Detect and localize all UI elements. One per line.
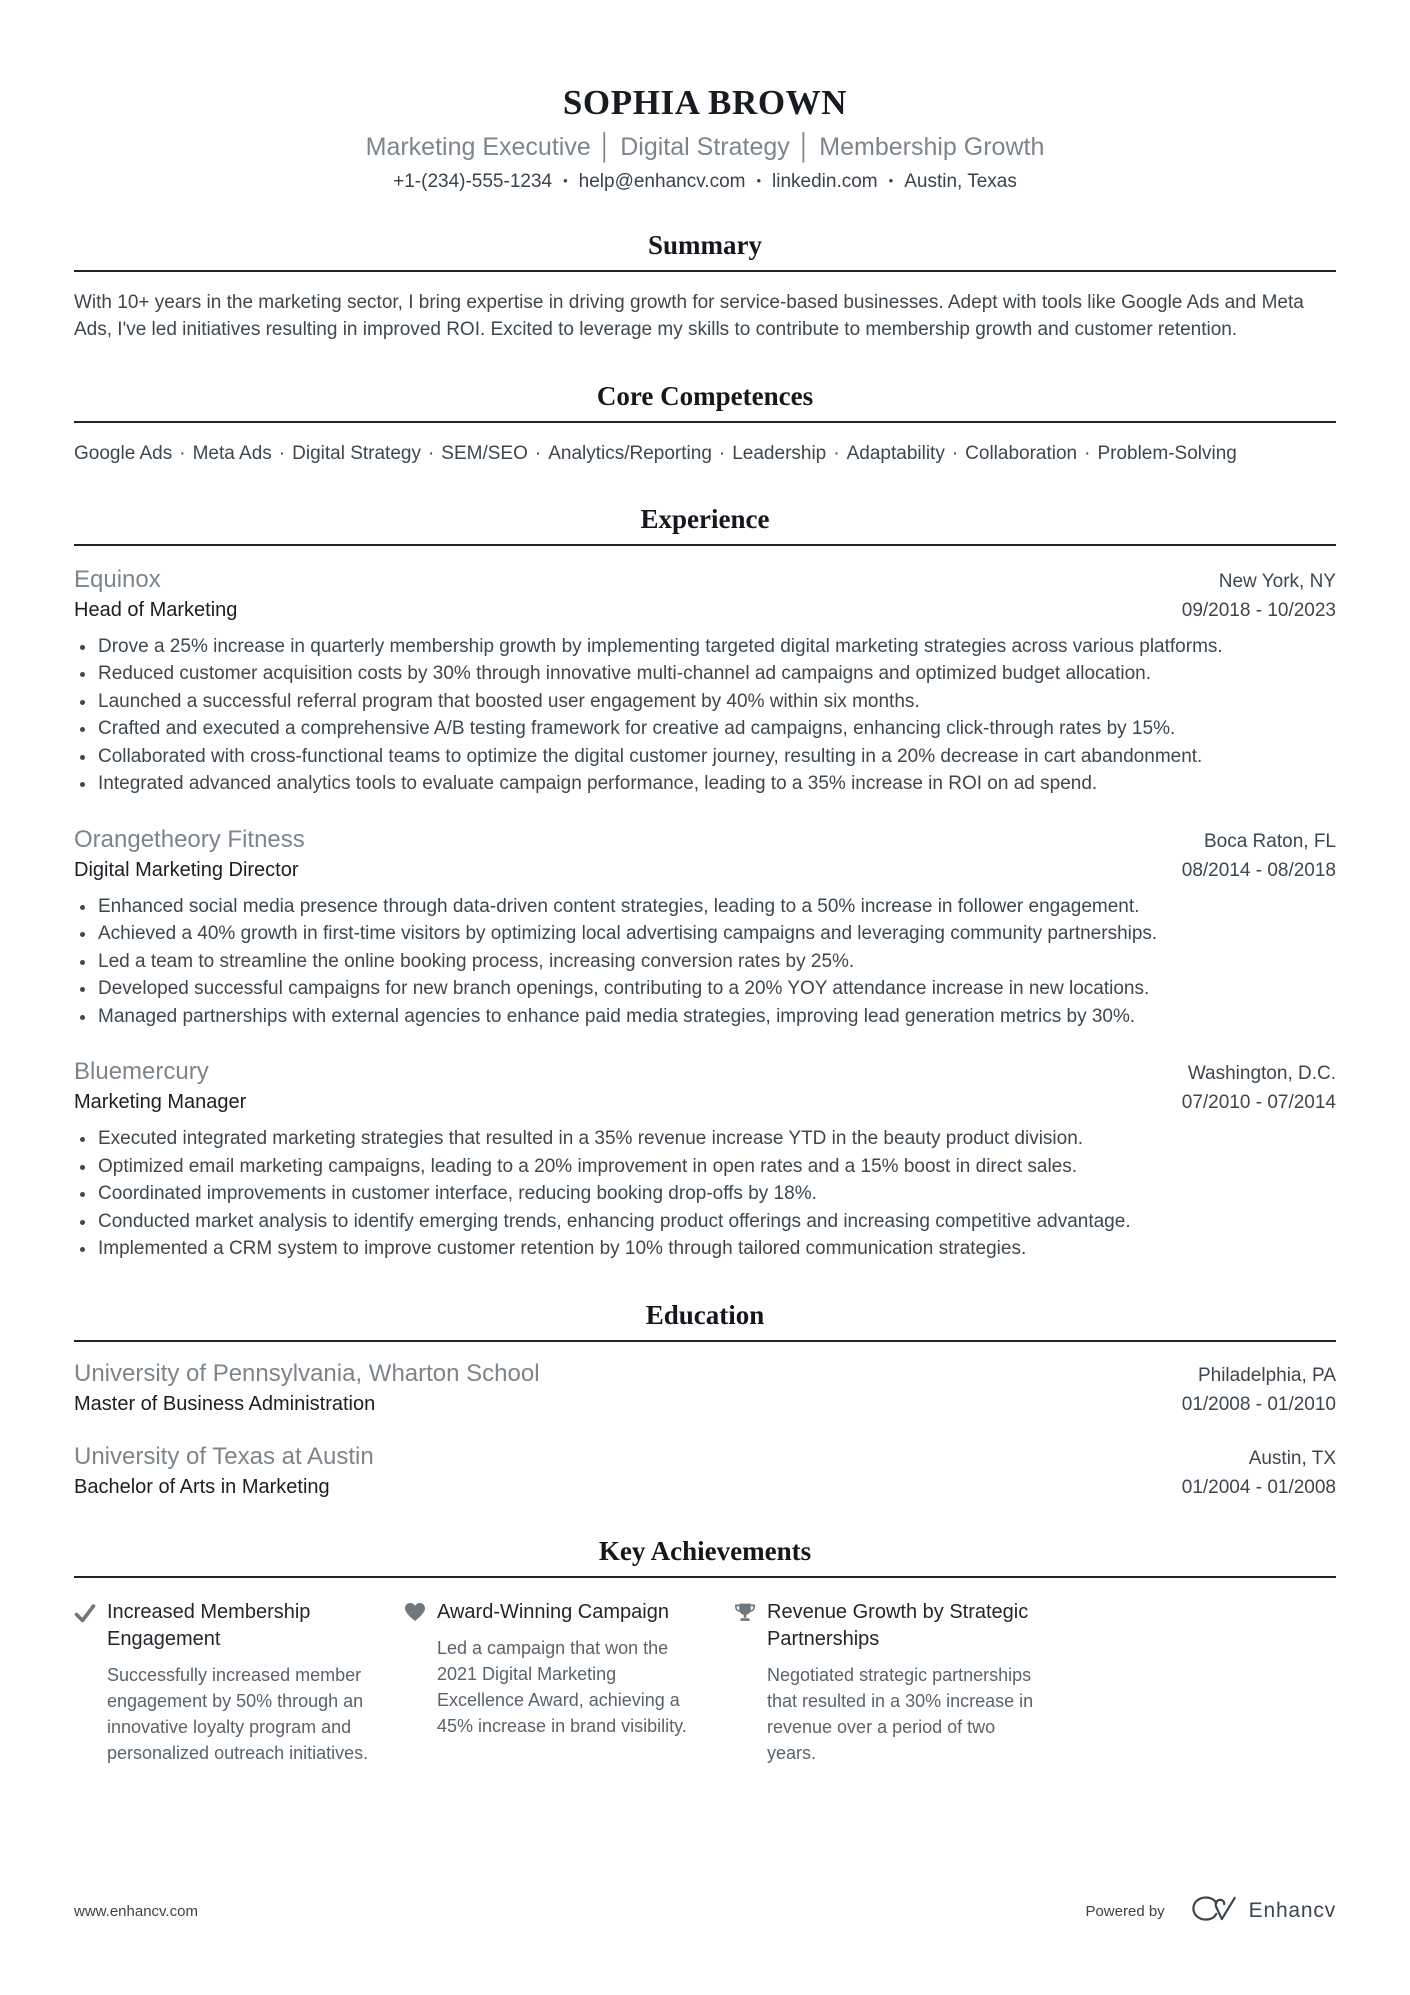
- education-dates: 01/2004 - 01/2008: [1181, 1476, 1336, 1498]
- summary-text: With 10+ years in the marketing sector, I bring expertise in driving growth for service-based businesses. Adept with tools like Google Ads and Meta Ads, I've led initiatives resulting in improved ROI. Excited to leverage my skills to contribute to membership growth and customer retention.: [74, 291, 1304, 341]
- education-dates: 01/2008 - 01/2010: [1181, 1393, 1336, 1415]
- degree-name: Bachelor of Arts in Marketing: [74, 1475, 330, 1498]
- skill-item: Collaboration: [965, 442, 1078, 464]
- contact-linkedin[interactable]: linkedin.com: [772, 170, 878, 192]
- experience-bullet: • Crafted and executed a comprehensive A/B testing framework for creative ad campaigns, enhancing click-through rates by 15%.: [97, 715, 1336, 743]
- achievement-text: Negotiated strategic partnerships that resulted in a 30% increase in revenue over a period of two years.: [767, 1664, 1034, 1763]
- powered-by-label: Powered by: [1085, 1902, 1165, 1920]
- skill-separator: ·: [951, 442, 959, 464]
- achievement-title: Increased Membership Engagement: [107, 1600, 311, 1650]
- section-education: [74, 1300, 1336, 1499]
- resume-header: [74, 84, 1336, 193]
- experience-entry: [74, 825, 1336, 1031]
- achievement-item: [734, 1599, 1034, 1766]
- job-bullets: [74, 633, 1336, 798]
- degree-name: Master of Business Administration: [74, 1392, 376, 1415]
- candidate-title: Marketing Executive │ Digital Strategy │ Membership Growth: [365, 132, 1045, 161]
- achievement-item: [404, 1599, 704, 1766]
- job-location: Boca Raton, FL: [1203, 830, 1336, 852]
- role-row: [74, 859, 1336, 882]
- contact-phone: +1-(234)-555-1234: [393, 170, 553, 192]
- company-name: Orangetheory Fitness: [74, 825, 305, 853]
- skill-separator: ·: [179, 442, 186, 464]
- achievement-item: [74, 1599, 374, 1766]
- skill-item: Meta Ads: [192, 442, 272, 464]
- contact-separator: •: [756, 172, 762, 188]
- experience-heading: Experience: [74, 504, 1336, 546]
- school-location: Philadelphia, PA: [1197, 1364, 1336, 1386]
- experience-bullet: • Launched a successful referral program that boosted user engagement by 40% within six months.: [97, 688, 1336, 716]
- skill-separator: ·: [427, 442, 435, 464]
- experience-bullet: • Integrated advanced analytics tools to evaluate campaign performance, leading to a 35% increase in ROI on ad spend.: [97, 770, 1336, 798]
- job-bullets: [74, 1125, 1336, 1263]
- experience-bullet: • Achieved a 40% growth in first-time visitors by optimizing local advertising campaigns and leveraging community partnerships.: [97, 920, 1336, 948]
- job-location: Washington, D.C.: [1187, 1063, 1336, 1085]
- achievement-title: Revenue Growth by Strategic Partnerships: [767, 1600, 1029, 1650]
- role-row: [74, 599, 1336, 622]
- skill-item: Digital Strategy: [292, 442, 421, 464]
- contact-email[interactable]: help@enhancv.com: [578, 170, 746, 192]
- job-dates: 09/2018 - 10/2023: [1181, 599, 1336, 621]
- skill-item: Problem-Solving: [1097, 442, 1237, 464]
- degree-row: [74, 1393, 1336, 1416]
- job-bullets: [74, 893, 1336, 1031]
- experience-entry: [74, 1057, 1336, 1263]
- section-summary: [74, 230, 1336, 344]
- job-dates: 08/2014 - 08/2018: [1181, 859, 1336, 881]
- entry-header: [74, 1057, 1336, 1087]
- entry-header: [74, 1359, 1336, 1389]
- skill-separator: ·: [1084, 442, 1091, 464]
- skill-item: Adaptability: [846, 442, 945, 464]
- page-footer: [74, 1895, 1336, 1927]
- achievement-text: Led a campaign that won the 2021 Digital Marketing Excellence Award, achieving a 45% increase in brand visibility.: [437, 1637, 687, 1736]
- job-title: Digital Marketing Director: [74, 858, 299, 881]
- skill-item: Google Ads: [74, 442, 173, 464]
- skill-item: SEM/SEO: [441, 442, 528, 464]
- school-location: Austin, TX: [1248, 1447, 1336, 1469]
- achievement-text: Successfully increased member engagement by 50% through an innovative loyalty program and personalized outreach initiatives.: [107, 1664, 369, 1763]
- experience-entry: [74, 565, 1336, 798]
- skill-item: Analytics/Reporting: [548, 442, 712, 464]
- school-name: University of Texas at Austin: [74, 1442, 374, 1470]
- contact-separator: •: [563, 172, 568, 188]
- entry-header: [74, 825, 1336, 855]
- achievements-grid: [74, 1599, 1336, 1766]
- experience-bullet: • Collaborated with cross-functional teams to optimize the digital customer journey, resulting in a 20% decrease in cart abandonment.: [97, 743, 1336, 771]
- summary-heading: Summary: [74, 230, 1336, 272]
- experience-bullet: • Coordinated improvements in customer interface, reducing booking drop-offs by 18%.: [97, 1180, 1336, 1208]
- entry-header: [74, 565, 1336, 595]
- skill-separator: ·: [718, 442, 726, 464]
- check-icon: [74, 1602, 96, 1629]
- experience-bullet: • Drove a 25% increase in quarterly membership growth by implementing targeted digital marketing strategies across various platforms.: [97, 633, 1336, 661]
- candidate-name: SOPHIA BROWN: [562, 83, 848, 122]
- section-core-competences: [74, 381, 1336, 467]
- skill-separator: ·: [534, 442, 542, 464]
- heart-icon: [404, 1602, 426, 1627]
- achievement-title: Award-Winning Campaign: [437, 1600, 669, 1623]
- experience-bullet: • Managed partnerships with external agencies to enhance paid media strategies, improving lead generation metrics by 30%.: [97, 1003, 1336, 1031]
- experience-bullet: • Implemented a CRM system to improve customer retention by 10% through tailored communication strategies.: [97, 1235, 1336, 1263]
- footer-website-link[interactable]: www.enhancv.com: [74, 1902, 198, 1920]
- experience-bullet: • Led a team to streamline the online booking process, increasing conversion rates by 25%.: [97, 948, 1336, 976]
- contact-separator: •: [888, 172, 894, 188]
- experience-bullet: • Conducted market analysis to identify emerging trends, enhancing product offerings and increasing competitive advantage.: [97, 1208, 1336, 1236]
- experience-bullet: • Reduced customer acquisition costs by 30% through innovative multi-channel ad campaigns and optimized budget allocation.: [97, 660, 1336, 688]
- experience-bullet: • Developed successful campaigns for new branch openings, contributing to a 20% YOY attendance increase in new locations.: [97, 975, 1336, 1003]
- company-name: Equinox: [74, 565, 161, 593]
- education-entry: [74, 1359, 1336, 1416]
- footer-branding[interactable]: [1085, 1895, 1336, 1927]
- enhancv-brand-name: Enhancv: [1248, 1899, 1336, 1922]
- job-title: Head of Marketing: [74, 598, 238, 621]
- job-location: New York, NY: [1218, 570, 1336, 592]
- experience-bullet: • Optimized email marketing campaigns, leading to a 20% improvement in open rates and a 15% boost in direct sales.: [97, 1153, 1336, 1181]
- skills-line: [74, 440, 1336, 467]
- skill-item: Leadership: [732, 442, 827, 464]
- entry-header: [74, 1442, 1336, 1472]
- experience-bullet: • Enhanced social media presence through data-driven content strategies, leading to a 50% increase in follower engagement.: [97, 893, 1336, 921]
- trophy-icon: [734, 1602, 756, 1629]
- degree-row: [74, 1476, 1336, 1499]
- skill-separator: ·: [278, 442, 286, 464]
- role-row: [74, 1091, 1336, 1114]
- contact-location: Austin, Texas: [904, 170, 1017, 192]
- education-entry: [74, 1442, 1336, 1499]
- school-name: University of Pennsylvania, Wharton School: [74, 1359, 540, 1387]
- skill-separator: ·: [833, 442, 840, 464]
- job-dates: 07/2010 - 07/2014: [1181, 1092, 1336, 1114]
- section-key-achievements: [74, 1536, 1336, 1766]
- experience-bullet: • Executed integrated marketing strategies that resulted in a 35% revenue increase YTD in the beauty product division.: [97, 1125, 1336, 1153]
- contact-row: [74, 171, 1336, 193]
- key-achievements-heading: Key Achievements: [74, 1536, 1336, 1578]
- education-heading: Education: [74, 1300, 1336, 1342]
- section-experience: [74, 504, 1336, 1263]
- job-title: Marketing Manager: [74, 1091, 247, 1114]
- enhancv-logo-icon: [1191, 1895, 1237, 1927]
- core-competences-heading: Core Competences: [74, 381, 1336, 423]
- company-name: Bluemercury: [74, 1058, 209, 1086]
